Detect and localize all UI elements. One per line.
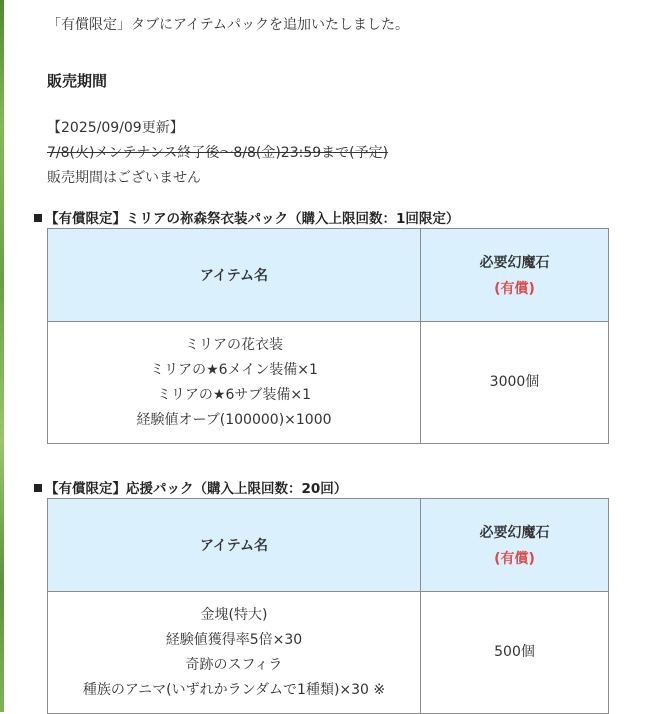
- item-line: ミリアの★6メイン装備×1: [150, 361, 318, 378]
- sale-period-status: 販売期間はございません: [47, 170, 201, 186]
- item-line: ミリアの花衣装: [185, 336, 283, 353]
- sale-period-heading: 販売期間: [47, 72, 108, 90]
- cost-header: [421, 229, 609, 322]
- item-line: 種族のアニマ(いずれかランダムで1種類)×30 ※: [82, 681, 386, 698]
- item-name-header: アイテム名: [48, 229, 421, 322]
- table-header-row: [48, 229, 609, 322]
- item-line: 経験値オーブ(100000)×1000: [136, 411, 332, 428]
- pack-title-text: 【有償限定】ミリアの祢森祭衣装パック（購入上限回数：1回限定）: [45, 211, 460, 227]
- pack-table-miria: [47, 228, 609, 444]
- item-line: 奇跡のスフィラ: [185, 656, 283, 673]
- price-cell: 3000個: [421, 322, 609, 444]
- items-cell: [48, 592, 421, 714]
- items-cell: [48, 322, 421, 444]
- square-bullet-icon: [34, 484, 42, 492]
- price-cell: 500個: [421, 592, 609, 714]
- left-background-decoration: [0, 0, 4, 712]
- item-line: ミリアの★6サブ装備×1: [156, 386, 312, 403]
- table-row: [48, 322, 609, 444]
- cost-header-label: 必要幻魔石: [479, 525, 550, 541]
- table-header-row: [48, 499, 609, 592]
- pack-title-support: [34, 477, 347, 497]
- item-line: 経験値獲得率5倍×30: [165, 631, 303, 648]
- update-label: 【2025/09/09更新】: [47, 120, 184, 136]
- pack-title-text: 【有償限定】応援パック（購入上限回数：20回）: [45, 481, 348, 497]
- old-sale-period: 7/8(火)メンテナンス終了後～8/8(金)23:59まで(予定): [47, 145, 389, 161]
- intro-text: 「有償限定」タブにアイテムパックを追加いたしました。: [47, 17, 410, 33]
- paid-label: (有償): [494, 551, 535, 567]
- item-line: 金塊(特大): [200, 606, 268, 623]
- pack-table-support: [47, 498, 609, 714]
- table-row: [48, 592, 609, 714]
- cost-header: [421, 499, 609, 592]
- cost-header-label: 必要幻魔石: [479, 255, 550, 271]
- square-bullet-icon: [34, 214, 42, 222]
- item-name-header: アイテム名: [48, 499, 421, 592]
- pack-title-miria: [34, 207, 459, 227]
- paid-label: (有償): [494, 281, 535, 297]
